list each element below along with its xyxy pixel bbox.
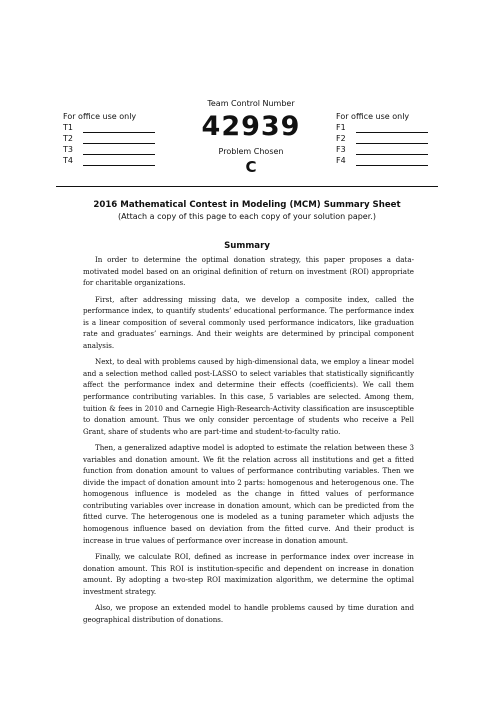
summary-paragraph: Then, a generalized adaptive model is adopted to estimate the relation between these 3 variables and donation amount. We fit the relation across all institutions and get a fitted function from donation amount to values of performance contributing variables. Then we divide the impact of donation amount into 2 parts: homogenous and heterogenous one. The homogenous influence is modeled as the change in fitted values of performance contributing variables over increase in donation amount, which can be predicted from the fitted curve. The heterogenous one is modeled as a tuning parameter which adjusts the homogenous influence based on deviation from the fitted curve. And their product is increase in true values of performance over increase in donation amount. xyxy=(83,443,414,545)
office-field-f3 xyxy=(336,144,436,155)
office-use-left xyxy=(63,111,163,166)
office-field-f1 xyxy=(336,122,436,133)
office-use-right xyxy=(336,111,436,166)
office-field-code: F3 xyxy=(336,145,346,154)
office-field-code: F4 xyxy=(336,156,346,165)
office-field-code: F2 xyxy=(336,134,346,143)
office-field-f2 xyxy=(336,133,436,144)
office-field-code: T3 xyxy=(63,145,73,154)
office-field-t2 xyxy=(63,133,163,144)
problem-chosen-label: Problem Chosen xyxy=(218,147,284,156)
office-field-line xyxy=(356,146,428,155)
office-use-title: For office use only xyxy=(336,112,410,121)
summary-heading: Summary xyxy=(224,241,270,251)
office-use-title: For office use only xyxy=(63,112,137,121)
office-field-line xyxy=(356,157,428,166)
summary-paragraph: Next, to deal with problems caused by high-dimensional data, we employ a linear model and a selection method called post-LASSO to select variables that statistically significantly affect the performance index and determine their effects (coefficients). We call them performance contributing variables. In this case, 5 variables are selected. Among them, tuition & fees in 2010 and Carnegie High-Research-Activity classification are insusceptible to donation amount. Thus we only consider percentage of students who receive a Pell Grant, share of students who are part-time and student-to-faculty ratio. xyxy=(83,357,414,436)
office-field-line xyxy=(83,157,155,166)
summary-paragraph: Also, we propose an extended model to handle problems caused by time duration and geographical distribution of donations. xyxy=(83,603,414,624)
team-control-label: Team Control Number xyxy=(207,99,295,108)
problem-chosen-letter: C xyxy=(245,158,257,176)
header-divider xyxy=(56,186,438,187)
office-field-code: T2 xyxy=(63,134,73,143)
team-info xyxy=(176,98,326,177)
office-field-code: T1 xyxy=(63,123,73,132)
office-field-line xyxy=(83,135,155,144)
office-field-t3 xyxy=(63,144,163,155)
office-field-line xyxy=(83,146,155,155)
office-field-t1 xyxy=(63,122,163,133)
office-field-line xyxy=(356,124,428,133)
office-field-f4 xyxy=(336,155,436,166)
office-field-line xyxy=(83,124,155,133)
office-field-code: F1 xyxy=(336,123,346,132)
summary-sheet-subtitle: (Attach a copy of this page to each copy of your solution paper.) xyxy=(118,212,376,221)
summary-paragraph: Finally, we calculate ROI, defined as increase in performance index over increase in donation amount. This ROI is institution-specific and dependent on increase in donation amount. By adopting a two-step ROI maximization algorithm, we determine the optimal investment strategy. xyxy=(83,552,414,596)
summary-sheet-title: 2016 Mathematical Contest in Modeling (MCM) Summary Sheet xyxy=(93,200,401,210)
office-field-line xyxy=(356,135,428,144)
office-field-t4 xyxy=(63,155,163,166)
summary-paragraph: In order to determine the optimal donation strategy, this paper proposes a data-motivated model based on an original definition of return on investment (ROI) appropriate for charitable organizations. xyxy=(83,255,414,288)
summary-body xyxy=(83,254,414,630)
summary-paragraph: First, after addressing missing data, we develop a composite index, called the performance index, to quantify students’ educational performance. The performance index is a linear composition of several commonly used performance indicators, like graduation rate and graduates’ earnings. And their weights are determined by principal component analysis. xyxy=(83,294,414,350)
team-control-number: 42939 xyxy=(201,111,301,142)
office-field-code: T4 xyxy=(63,156,73,165)
